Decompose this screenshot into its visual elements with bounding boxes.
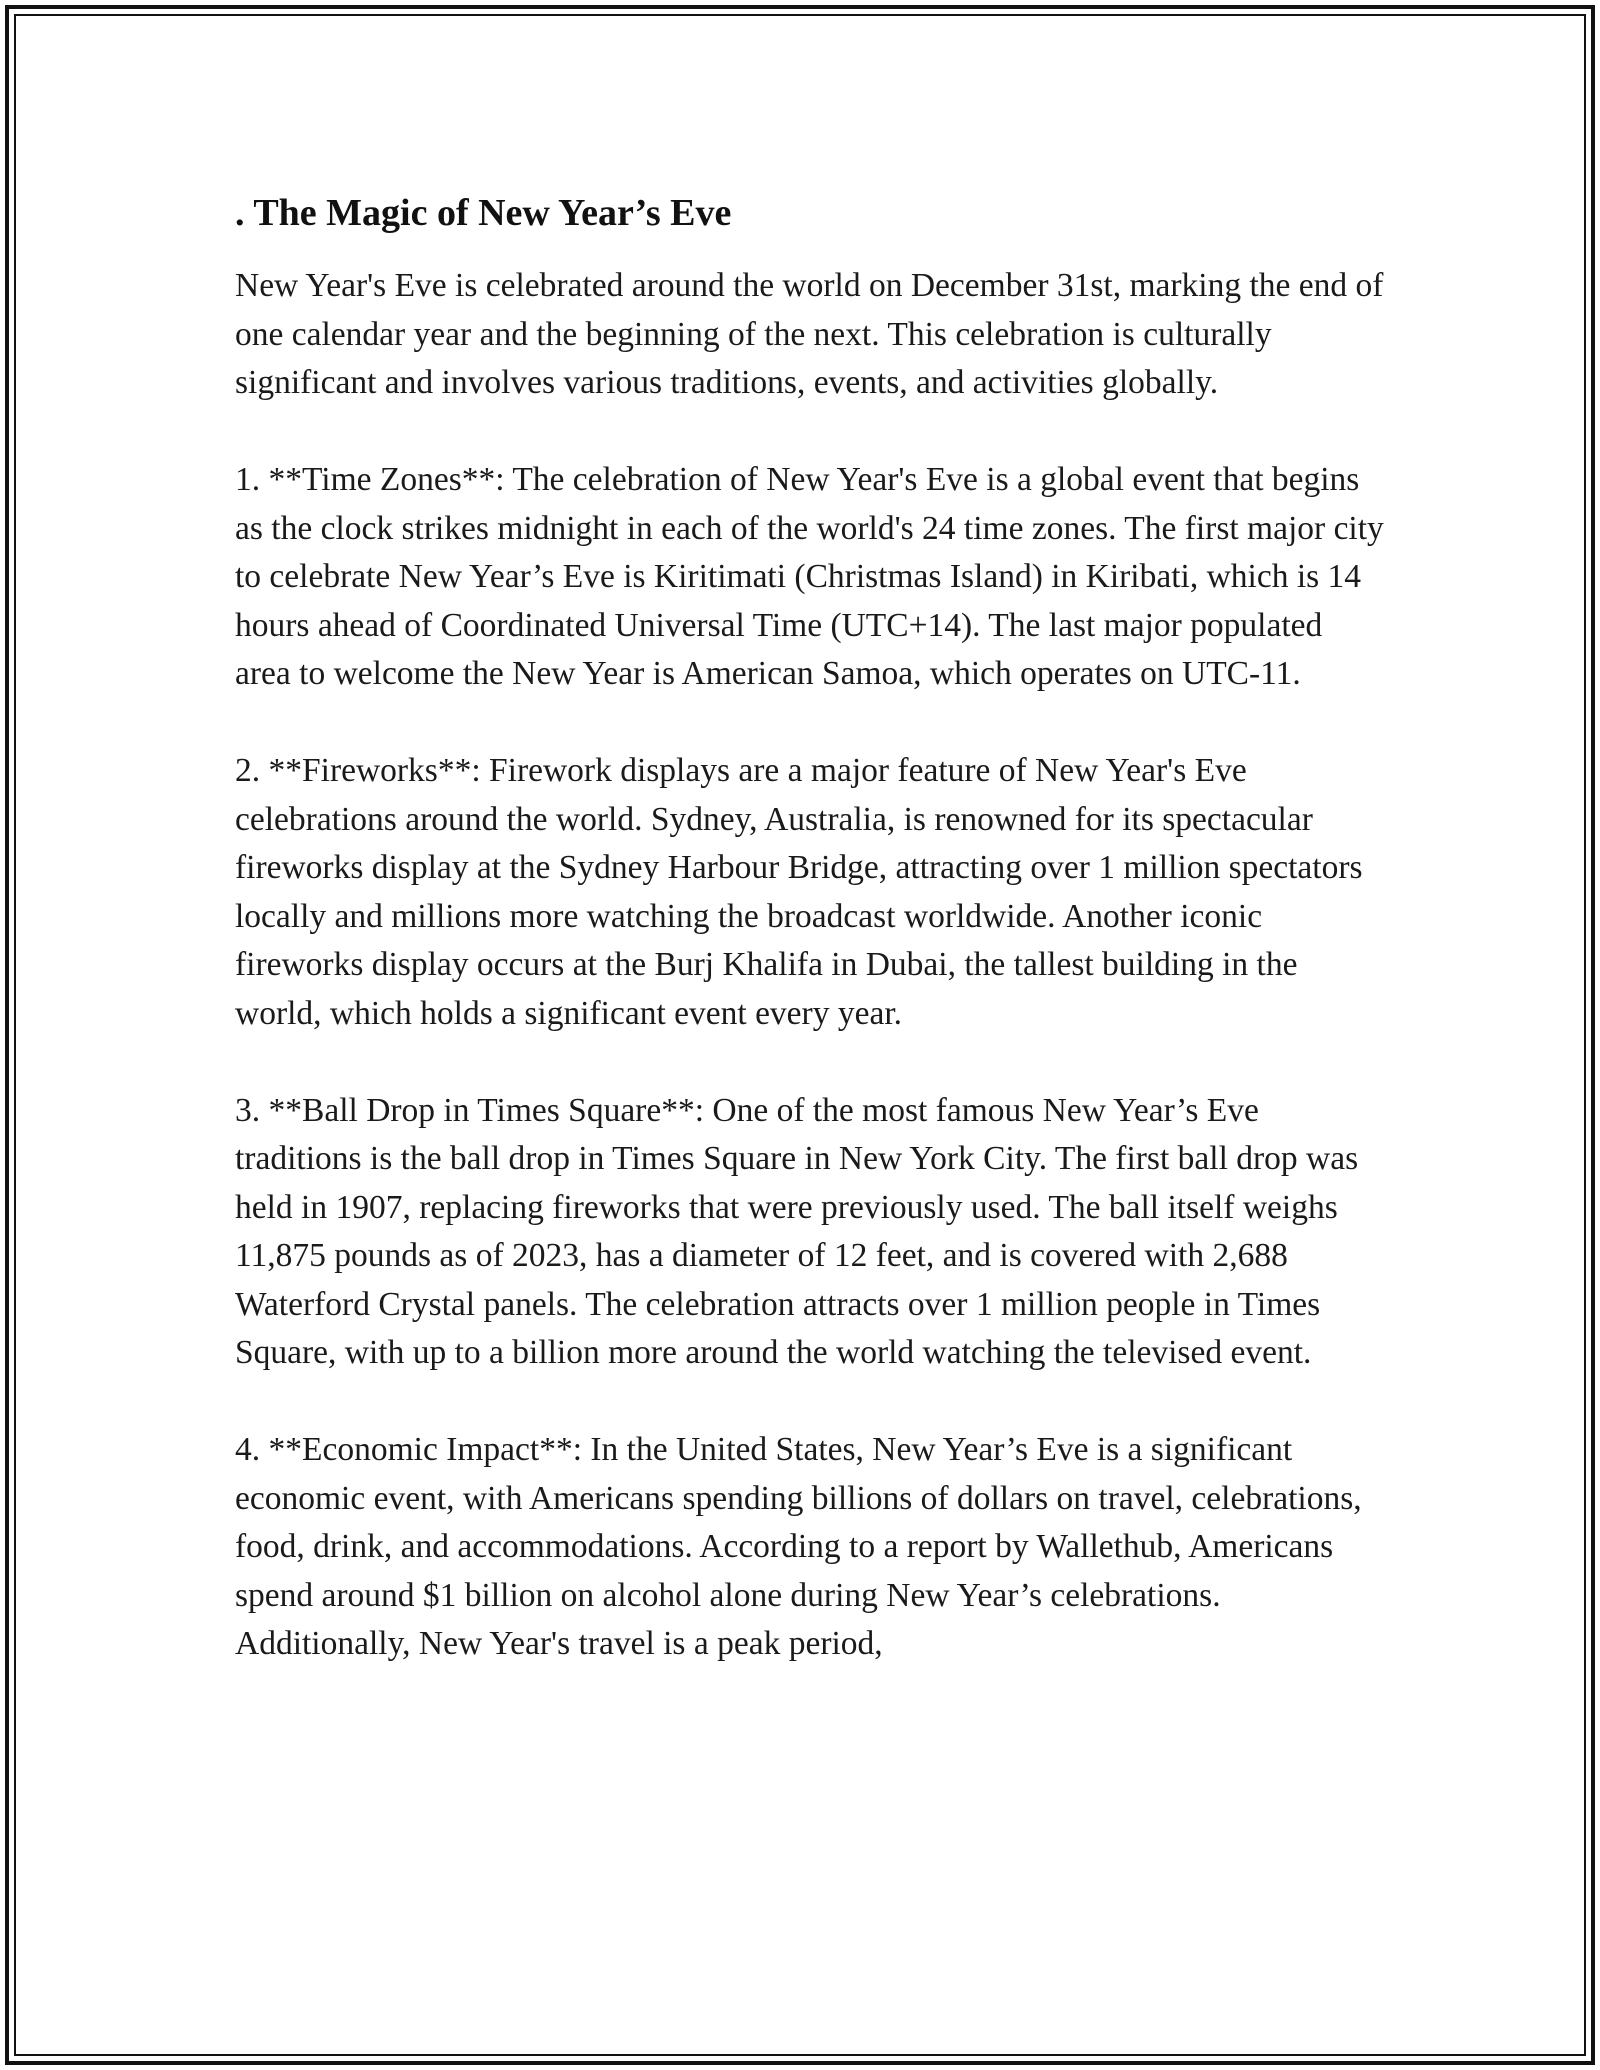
- document-title: . The Magic of New Year’s Eve: [235, 192, 732, 234]
- paragraph-economic-impact: 4. **Economic Impact**: In the United States, New Year’s Eve is a significant economic event, with Americans spending billions of dollars on travel, celebrations, food, drink, and accommodations. According to a report by Wallethub, Americans spend around $1 billion on alcohol alone during New Year’s celebrations. Additionally, New Year's travel is a peak period,: [235, 1431, 1362, 1662]
- document-body: [235, 186, 1385, 1717]
- paragraph-fireworks: 2. **Fireworks**: Firework displays are a major feature of New Year's Eve celebrations around the world. Sydney, Australia, is renowned for its spectacular fireworks display at the Sydney Harbour Bridge, attracting over 1 million spectators locally and millions more watching the broadcast worldwide. Another iconic fireworks display occurs at the Burj Khalifa in Dubai, the tallest building in the world, which holds a significant event every year.: [235, 752, 1363, 1032]
- intro-paragraph: New Year's Eve is celebrated around the world on December 31st, marking the end of one calendar year and the beginning of the next. This celebration is culturally significant and involves various traditions, events, and activities globally.: [235, 267, 1384, 401]
- paragraph-time-zones: 1. **Time Zones**: The celebration of New Year's Eve is a global event that begins as the clock strikes midnight in each of the world's 24 time zones. The first major city to celebrate New Year’s Eve is Kiritimati (Christmas Island) in Kiribati, which is 14 hours ahead of Coordinated Universal Time (UTC+14). The last major populated area to welcome the New Year is American Samoa, which operates on UTC-11.: [235, 461, 1384, 692]
- paragraph-ball-drop: 3. **Ball Drop in Times Square**: One of the most famous New Year’s Eve traditions is the ball drop in Times Square in New York City. The first ball drop was held in 1907, replacing fireworks that were previously used. The ball itself weighs 11,875 pounds as of 2023, has a diameter of 12 feet, and is covered with 2,688 Waterford Crystal panels. The celebration attracts over 1 million people in Times Square, with up to a billion more around the world watching the televised event.: [235, 1091, 1359, 1371]
